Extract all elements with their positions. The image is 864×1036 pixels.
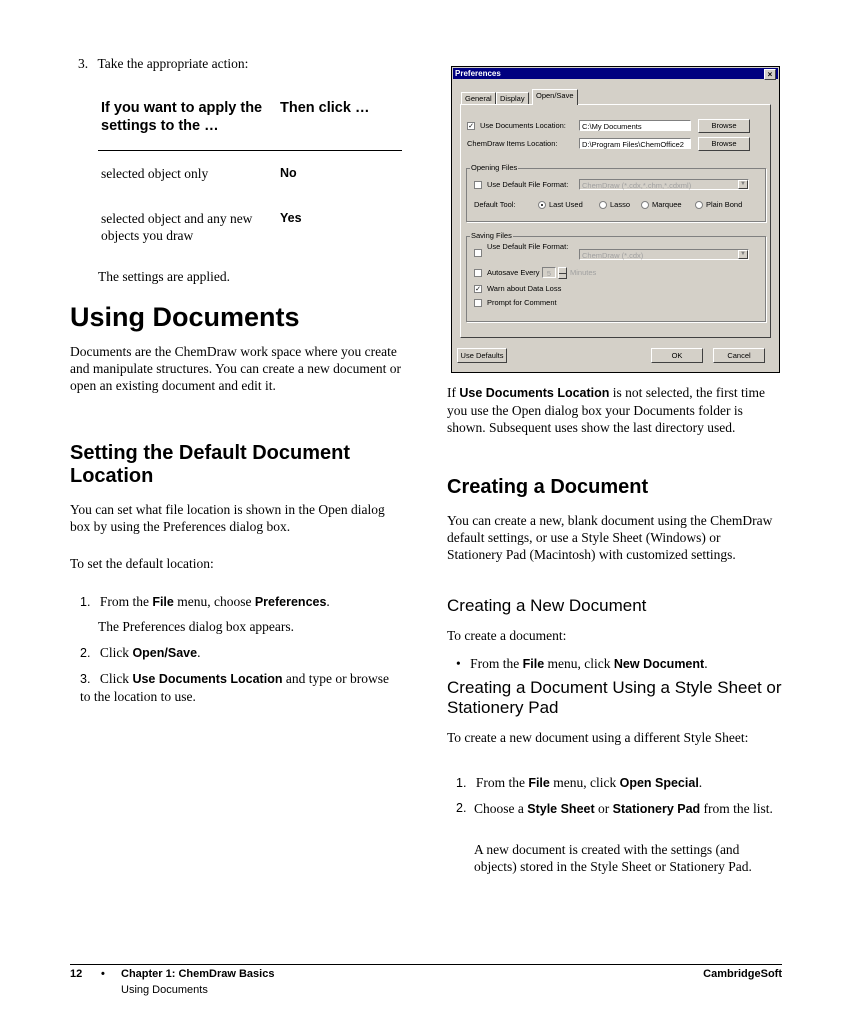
- para-text: is not selected, the first time you use the Open dialog box your Documents folder is shown. Subsequent uses show the last directory used.: [447, 385, 765, 435]
- menu-name: File: [152, 595, 174, 609]
- step-number: 3.: [80, 672, 91, 686]
- checkmark-icon: ✓: [475, 286, 481, 293]
- use-documents-location-checkbox[interactable]: [467, 122, 475, 130]
- step-text: menu, click: [549, 775, 620, 790]
- step-text: .: [704, 656, 708, 671]
- radio-marquee-label: Marquee: [652, 200, 682, 209]
- radio-last-used-label: Last Used: [549, 200, 583, 209]
- heading-using-documents: Using Documents: [70, 302, 300, 332]
- table-divider: [98, 150, 402, 151]
- para-setting-location: You can set what file location is shown in the Open dialog box by using the Preferences dialog box.: [70, 502, 385, 534]
- option-name: Stationery Pad: [612, 802, 701, 816]
- option-name: Style Sheet: [527, 802, 595, 816]
- save-format-select[interactable]: ChemDraw (*.cdx): [579, 249, 749, 260]
- para-if-not-selected: [447, 384, 783, 436]
- para-to-set-location: To set the default location:: [70, 556, 214, 571]
- footer-chapter: Chapter 1: ChemDraw Basics: [121, 968, 275, 980]
- tab-name: Open/Save: [132, 646, 198, 660]
- items-location-field[interactable]: D:\Program Files\ChemOffice2: [579, 138, 691, 149]
- use-default-save-format-checkbox[interactable]: [474, 249, 482, 257]
- use-default-open-format-label: Use Default File Format:: [487, 180, 569, 189]
- step-text: Take the appropriate action:: [97, 56, 249, 71]
- autosave-checkbox[interactable]: [474, 269, 482, 277]
- step-number: 2.: [80, 646, 91, 660]
- use-default-save-format-label: Use Default File Format:: [487, 242, 569, 251]
- step-text: and type or browse to the location to use.: [80, 671, 389, 704]
- step-text: Click: [99, 645, 133, 660]
- tab-general[interactable]: General: [461, 92, 496, 105]
- saving-files-title: Saving Files: [471, 231, 512, 240]
- step-text: .: [197, 645, 201, 660]
- ok-button[interactable]: OK: [651, 348, 703, 363]
- step-text: from the list.: [700, 801, 773, 816]
- right-step-2-sub: A new document is created with the settings (and objects) stored in the Style Sheet or Stationery Pad.: [474, 842, 752, 874]
- table-row-1-right: No: [280, 166, 297, 180]
- step-text: From the: [470, 656, 523, 671]
- open-format-select[interactable]: ChemDraw (*.cdx,*.chm,*.cdxml): [579, 179, 749, 190]
- prompt-comment-label: Prompt for Comment: [487, 298, 557, 307]
- menu-name: File: [528, 776, 550, 790]
- para-to-create-with-style-sheet: To create a new document using a different Style Sheet:: [447, 730, 749, 745]
- use-documents-location-label: Use Documents Location:: [480, 121, 566, 130]
- opening-files-group: [466, 168, 766, 222]
- table-header-right: Then click …: [280, 100, 370, 116]
- option-name: Use Documents Location: [459, 386, 610, 400]
- step-number: 2.: [456, 801, 467, 815]
- step-number: 1.: [456, 776, 467, 790]
- step-number: 1.: [80, 595, 91, 609]
- warn-data-loss-checkbox[interactable]: [474, 285, 482, 293]
- browse-items-button[interactable]: Browse: [698, 137, 750, 151]
- radio-plain-bond-label: Plain Bond: [706, 200, 743, 209]
- default-tool-label: Default Tool:: [474, 200, 516, 209]
- step-text: Click: [99, 671, 133, 686]
- para-using-documents: Documents are the ChemDraw work space where you create and manipulate structures. You can create a new document or open an existing document and edit it.: [70, 344, 402, 393]
- footer-page-number: 12: [70, 968, 83, 980]
- radio-lasso[interactable]: [599, 201, 607, 209]
- use-defaults-button[interactable]: Use Defaults: [457, 348, 507, 363]
- heading-setting-default-location: Setting the Default Document Location: [70, 442, 351, 487]
- opening-files-title: Opening Files: [471, 163, 518, 172]
- left-step-1: [80, 593, 400, 611]
- step-text: menu, choose: [173, 594, 255, 609]
- heading-creating-with-style-sheet: Creating a Document Using a Style Sheet or Stationery Pad: [447, 678, 782, 717]
- table-row-2-left: selected object and any new objects you draw: [101, 211, 253, 243]
- step-3-intro: [78, 55, 248, 72]
- left-step-2: [80, 644, 200, 662]
- footer-rule: [70, 964, 782, 965]
- step-number: 3.: [78, 56, 89, 71]
- use-default-open-format-checkbox[interactable]: [474, 181, 482, 189]
- checkmark-icon: ✓: [468, 123, 474, 130]
- table-header-left: If you want to apply the settings to the …: [101, 100, 263, 134]
- table-row-1-left: selected object only: [101, 166, 209, 181]
- close-button[interactable]: ×: [764, 69, 776, 80]
- menu-name: File: [522, 657, 545, 671]
- minutes-label: Minutes: [570, 268, 597, 277]
- radio-plain-bond[interactable]: [695, 201, 703, 209]
- preferences-dialog: [451, 66, 780, 373]
- bullet-icon: •: [456, 656, 461, 671]
- footer-bullet: •: [101, 968, 105, 980]
- table-row-2-right: Yes: [280, 211, 302, 225]
- cancel-button[interactable]: Cancel: [713, 348, 765, 363]
- bullet-new-document: [456, 655, 786, 673]
- warn-data-loss-label: Warn about Data Loss: [487, 284, 562, 293]
- chevron-down-icon[interactable]: ▼: [738, 250, 748, 259]
- heading-creating-document: Creating a Document: [447, 476, 649, 498]
- chemdraw-items-location-label: ChemDraw Items Location:: [467, 139, 558, 148]
- right-step-2: [456, 800, 786, 818]
- radio-lasso-label: Lasso: [610, 200, 631, 209]
- step-text: From the: [475, 775, 529, 790]
- step-text: or: [594, 801, 613, 816]
- dialog-title: Preferences: [455, 69, 501, 78]
- para-creating-document: You can create a new, blank document using the ChemDraw default settings, or use a Style Sheet (Windows) or Stationery Pad (Macintosh) with customized settings.: [447, 513, 773, 562]
- tab-display[interactable]: Display: [496, 92, 529, 105]
- radio-last-used[interactable]: [538, 201, 546, 209]
- step-text: menu, click: [544, 656, 614, 671]
- menu-item-name: New Document: [613, 657, 705, 671]
- tab-open-save[interactable]: Open/Save: [532, 89, 578, 105]
- autosave-label: Autosave Every: [487, 268, 540, 277]
- documents-location-field[interactable]: C:\My Documents: [579, 120, 691, 131]
- step-text: Choose a: [474, 801, 528, 816]
- option-name: Use Documents Location: [132, 672, 283, 686]
- right-step-1: [456, 774, 786, 792]
- prompt-comment-checkbox[interactable]: [474, 299, 482, 307]
- left-step-3: [80, 670, 400, 705]
- step-text: .: [326, 594, 330, 609]
- footer-company: CambridgeSoft: [703, 968, 782, 980]
- autosave-minutes-field[interactable]: 5: [542, 267, 556, 278]
- dialog-titlebar: [453, 68, 778, 79]
- radio-marquee[interactable]: [641, 201, 649, 209]
- step-text: From the: [99, 594, 153, 609]
- footer-section: Using Documents: [121, 984, 208, 996]
- heading-creating-new-document: Creating a New Document: [447, 596, 647, 615]
- menu-item-name: Preferences: [254, 595, 327, 609]
- para-to-create-document: To create a document:: [447, 628, 567, 643]
- settings-applied-text: The settings are applied.: [98, 269, 230, 284]
- para-text: If: [447, 385, 460, 400]
- menu-item-name: Open Special: [619, 776, 699, 790]
- chevron-down-icon[interactable]: ▼: [738, 180, 748, 189]
- step-text: .: [698, 775, 703, 790]
- browse-documents-button[interactable]: Browse: [698, 119, 750, 133]
- left-step-1-sub: The Preferences dialog box appears.: [98, 619, 295, 634]
- autosave-spinner[interactable]: [558, 267, 567, 279]
